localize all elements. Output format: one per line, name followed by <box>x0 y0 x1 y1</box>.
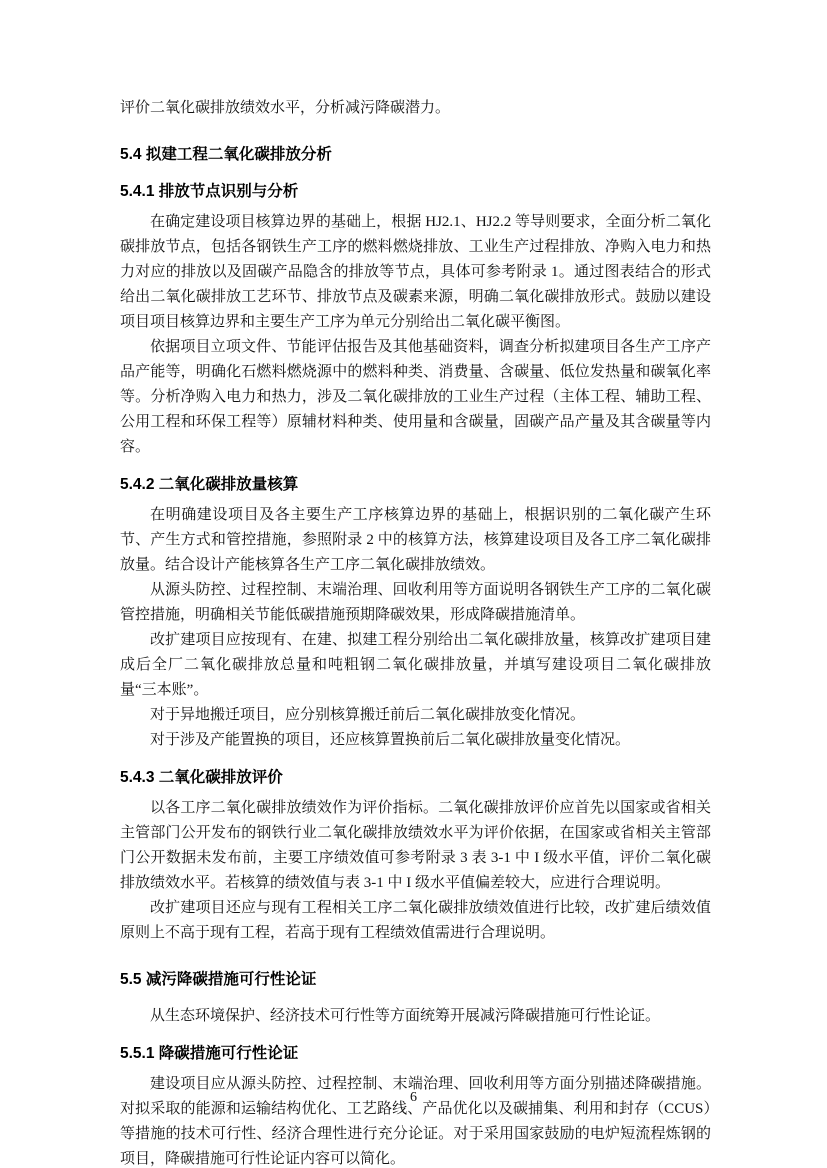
paragraph-project-documents: 依据项目立项文件、节能评估报告及其他基础资料，调查分析拟建项目各生产工序产品产能等，明确化石燃料燃烧源中的燃料种类、消费量、含碳量、低位发热量和碳氧化率等。分析净购入电力和热力，涉及二氧化碳排放的工业生产过程（主体工程、辅助工程、公用工程和环保工程等）原辅材料种类、使用量和含碳量，固碳产品产量及其含碳量等内容。 <box>120 339 711 455</box>
heading-section-5-4-1: 5.4.1 排放节点识别与分析 <box>120 183 299 200</box>
paragraph-emission-nodes: 在确定建设项目核算边界的基础上，根据 HJ2.1、HJ2.2 等导则要求，全面分析二氧化碳排放节点，包括各钢铁生产工序的燃料燃烧排放、工业生产过程排放、净购入电力和热力对应的排放以及固碳产品隐含的排放等节点，具体可参考附录 1。通过图表结合的形式给出二氧化碳排放工艺环节、排放节点及碳素来源，明确二氧化碳排放形式。鼓励以建设项目项目核算边界和主要生产工序为单元分别给出二氧化碳平衡图。 <box>120 214 711 330</box>
document-content <box>120 96 711 1168</box>
page-footer <box>0 1085 827 1110</box>
paragraph-expansion-comparison: 改扩建项目还应与现有工程相关工序二氧化碳排放绩效值进行比较，改扩建后绩效值原则上不高于现有工程，若高于现有工程绩效值需进行合理说明。 <box>120 900 711 941</box>
paragraph-expansion-projects: 改扩建项目应按现有、在建、拟建工程分别给出二氧化碳排放量，核算改扩建项目建成后全厂二氧化碳排放总量和吨粗钢二氧化碳排放量，并填写建设项目二氧化碳排放量“三本账”。 <box>120 632 711 698</box>
heading-section-5-5: 5.5 减污降碳措施可行性论证 <box>120 971 317 988</box>
paragraph-performance-evaluation: 以各工序二氧化碳排放绩效作为评价指标。二氧化碳排放评价应首先以国家或省相关主管部门公开发布的钢铁行业二氧化碳排放绩效水平为评价依据，在国家或省相关主管部门公开数据未发布前，主要工序绩效值可参考附录 3 表 3-1 中 I 级水平值，评价二氧化碳排放绩效水平。若核算的绩效值与表 3-1 中 I 级水平值偏差较大，应进行合理说明。 <box>120 800 711 891</box>
paragraph-accounting-boundary: 在明确建设项目及各主要生产工序核算边界的基础上，根据识别的二氧化碳产生环节、产生方式和管控措施，参照附录 2 中的核算方法，核算建设项目及各工序二氧化碳排放量。结合设计产能核算各生产工序二氧化碳排放绩效。 <box>120 507 711 573</box>
heading-section-5-5-1: 5.5.1 降碳措施可行性论证 <box>120 1045 299 1062</box>
paragraph-feasibility-overview: 从生态环境保护、经济技术可行性等方面统筹开展减污降碳措施可行性论证。 <box>150 1008 661 1024</box>
page-number: 6 <box>410 1090 417 1105</box>
paragraph-relocation-projects: 对于异地搬迁项目，应分别核算搬迁前后二氧化碳排放变化情况。 <box>150 707 586 723</box>
heading-section-5-4-2: 5.4.2 二氧化碳排放量核算 <box>120 476 299 493</box>
paragraph-capacity-replacement: 对于涉及产能置换的项目，还应核算置换前后二氧化碳排放量变化情况。 <box>150 732 631 748</box>
heading-section-5-4-3: 5.4.3 二氧化碳排放评价 <box>120 769 283 786</box>
heading-section-5-4: 5.4 拟建工程二氧化碳排放分析 <box>120 146 332 163</box>
paragraph-control-measures: 从源头防控、过程控制、末端治理、回收利用等方面说明各钢铁生产工序的二氧化碳管控措施，明确相关节能低碳措施预期降碳效果，形成降碳措施清单。 <box>120 582 711 623</box>
paragraph-carbon-reduction-measures: 建设项目应从源头防控、过程控制、末端治理、回收利用等方面分别描述降碳措施。对拟采取的能源和运输结构优化、工艺路线、产品优化以及碳捕集、利用和封存（CCUS）等措施的技术可行性、经济合理性进行充分论证。对于采用国家鼓励的电炉短流程炼钢的项目，降碳措施可行性论证内容可以简化。 <box>120 1076 711 1167</box>
paragraph-continuation: 评价二氧化碳排放绩效水平，分析减污降碳潜力。 <box>120 100 451 116</box>
